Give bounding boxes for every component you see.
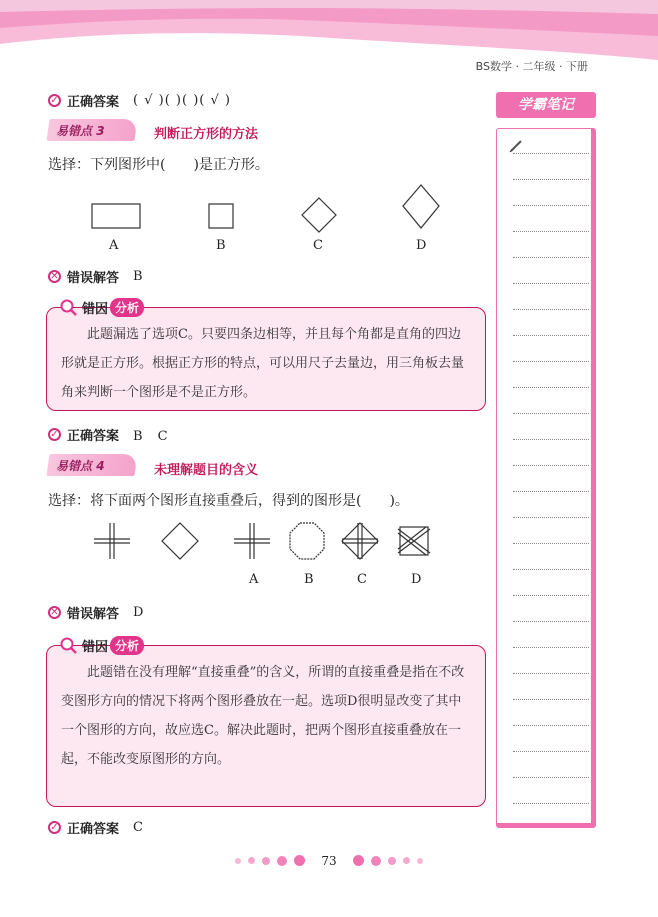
pencil-icon — [509, 139, 523, 153]
option-label: A — [109, 238, 119, 253]
dot-decoration — [353, 855, 364, 866]
correct-answer-value: C — [133, 820, 144, 835]
correct-answer-value: ( √ )( )( )( √ ) — [133, 93, 231, 108]
correct-answer-row-0 — [48, 91, 231, 110]
note-line — [513, 335, 589, 336]
check-icon: ✓ — [48, 428, 61, 441]
option-label: C — [357, 572, 367, 587]
shape-c-rotated-square — [302, 198, 336, 232]
shape-d-rhombus — [403, 185, 439, 228]
error-point-title-3: 判断正方形的方法 — [154, 127, 259, 142]
correct-answer-label: 正确答案 — [67, 822, 120, 837]
option-label: C — [313, 238, 323, 253]
note-line — [513, 231, 589, 232]
magnifier-icon — [60, 637, 78, 655]
note-line — [513, 465, 589, 466]
given-diamond-shape — [162, 523, 198, 559]
note-line — [513, 413, 589, 414]
note-line — [513, 387, 589, 388]
question-4: 选择：将下面两个图形直接重叠后，得到的图形是( )。 — [48, 493, 409, 509]
note-line — [513, 491, 589, 492]
note-line — [513, 569, 589, 570]
shape-b-square — [209, 204, 233, 228]
note-line — [513, 595, 589, 596]
page-footer — [0, 850, 658, 869]
dot-decoration — [294, 855, 305, 866]
dot-decoration — [388, 857, 396, 865]
note-line — [513, 751, 589, 752]
note-line — [513, 309, 589, 310]
note-line — [513, 283, 589, 284]
wrong-answer-value: B — [133, 269, 144, 284]
note-line — [513, 647, 589, 648]
shape-figures-4 — [88, 519, 448, 563]
note-line — [513, 543, 589, 544]
dot-decoration — [417, 858, 423, 864]
correct-answer-row-4 — [48, 818, 144, 837]
shape-a-rectangle — [92, 204, 140, 228]
error-point-label-4: 易错点 4 — [56, 459, 105, 473]
study-notes-sidebar — [496, 92, 596, 832]
note-line — [513, 517, 589, 518]
note-line — [513, 673, 589, 674]
error-point-title-4: 未理解题目的含义 — [154, 463, 259, 478]
given-cross-shape — [94, 523, 130, 559]
question-3: 选择：下列图形中( )是正方形。 — [48, 157, 269, 173]
dot-decoration — [235, 858, 241, 864]
note-line — [513, 205, 589, 206]
error-point-label-3: 易错点 3 — [56, 124, 105, 138]
wrong-answer-label: 错误解答 — [67, 271, 120, 286]
wrong-answer-value: D — [133, 605, 145, 620]
correct-answer-label: 正确答案 — [67, 429, 120, 444]
sidebar-title: 学霸笔记 — [496, 92, 596, 118]
note-line — [513, 439, 589, 440]
dot-decoration — [403, 857, 410, 864]
note-line — [513, 803, 589, 804]
magnifier-icon — [60, 299, 78, 317]
note-line — [513, 699, 589, 700]
page-number: 73 — [321, 853, 337, 868]
wrong-answer-row-3 — [48, 267, 144, 286]
analysis-header-3: 错因 分析 — [60, 298, 144, 317]
note-line — [513, 179, 589, 180]
note-line — [513, 725, 589, 726]
option-a-shape — [234, 523, 270, 559]
note-line — [513, 621, 589, 622]
option-label: D — [416, 238, 427, 253]
correct-answer-label: 正确答案 — [67, 95, 120, 110]
analysis-box-4: 此题错在没有理解“直接重叠”的含义，所谓的直接重叠是指在不改变图形方向的情况下将两个图形叠放在一起。选项D很明显改变了其中一个图形的方向，故应选C。解决此题时，把两个图形直接重叠放在一起，不能改变原图形的方向。 — [46, 645, 486, 807]
check-icon: ✓ — [48, 821, 61, 834]
correct-answer-row-3 — [48, 425, 169, 444]
correct-answer-value: B C — [133, 429, 169, 444]
notes-box — [496, 128, 596, 828]
note-line — [513, 257, 589, 258]
option-label: B — [216, 238, 226, 253]
dot-decoration — [277, 856, 287, 866]
cross-icon: ✕ — [48, 606, 61, 619]
note-line — [513, 361, 589, 362]
note-line — [513, 777, 589, 778]
option-d-shape — [398, 527, 430, 555]
option-b-shape — [290, 523, 324, 559]
note-line — [513, 153, 589, 154]
option-label: A — [249, 572, 259, 587]
check-icon: ✓ — [48, 94, 61, 107]
dot-decoration — [248, 857, 255, 864]
dot-decoration — [371, 856, 381, 866]
option-label: B — [304, 572, 314, 587]
analysis-box-3: 此题漏选了选项C。只要四条边相等，并且每个角都是直角的四边形就是正方形。根据正方形的特点，可以用尺子去量边，用三角板去量角来判断一个图形是不是正方形。 — [46, 307, 486, 411]
analysis-header-4: 错因 分析 — [60, 636, 144, 655]
cross-icon: ✕ — [48, 270, 61, 283]
wrong-answer-row-4 — [48, 603, 144, 622]
dot-decoration — [262, 857, 270, 865]
option-c-shape — [342, 523, 378, 559]
wrong-answer-label: 错误解答 — [67, 607, 120, 622]
book-info: BS数学 · 二年级 · 下册 — [475, 60, 588, 73]
shape-figures-3 — [80, 184, 460, 234]
option-label: D — [411, 572, 422, 587]
